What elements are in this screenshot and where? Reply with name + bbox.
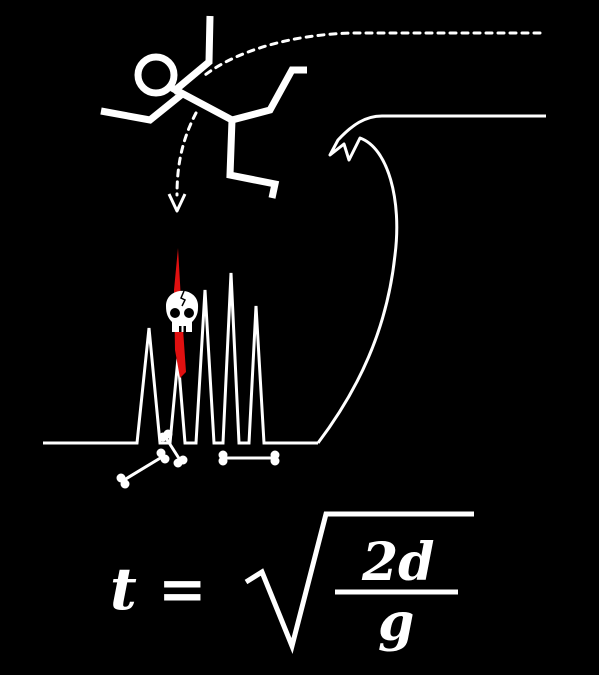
stickman-arm-upper (173, 16, 210, 92)
stickman-arm-lower (101, 95, 181, 120)
formula-denominator: g (378, 592, 415, 653)
fall-arrow-dashed-path (177, 113, 196, 195)
skull-icon (166, 291, 198, 332)
stickman-head (138, 57, 174, 93)
bone-right (220, 452, 278, 464)
stickman-leg-lower (230, 120, 275, 198)
formula-equals: = (158, 555, 207, 623)
cliff-outline (318, 116, 546, 443)
formula-lhs: t (110, 555, 137, 623)
free-fall-formula (110, 514, 474, 653)
fall-arrow-head-icon (169, 194, 185, 211)
trajectory-dashed-path (205, 33, 540, 75)
formula-numerator: 2d (362, 532, 435, 593)
stickman-leg-upper (232, 70, 307, 120)
square-root-sign (246, 514, 474, 646)
stickman-body (172, 88, 232, 120)
bone-left (118, 450, 168, 487)
